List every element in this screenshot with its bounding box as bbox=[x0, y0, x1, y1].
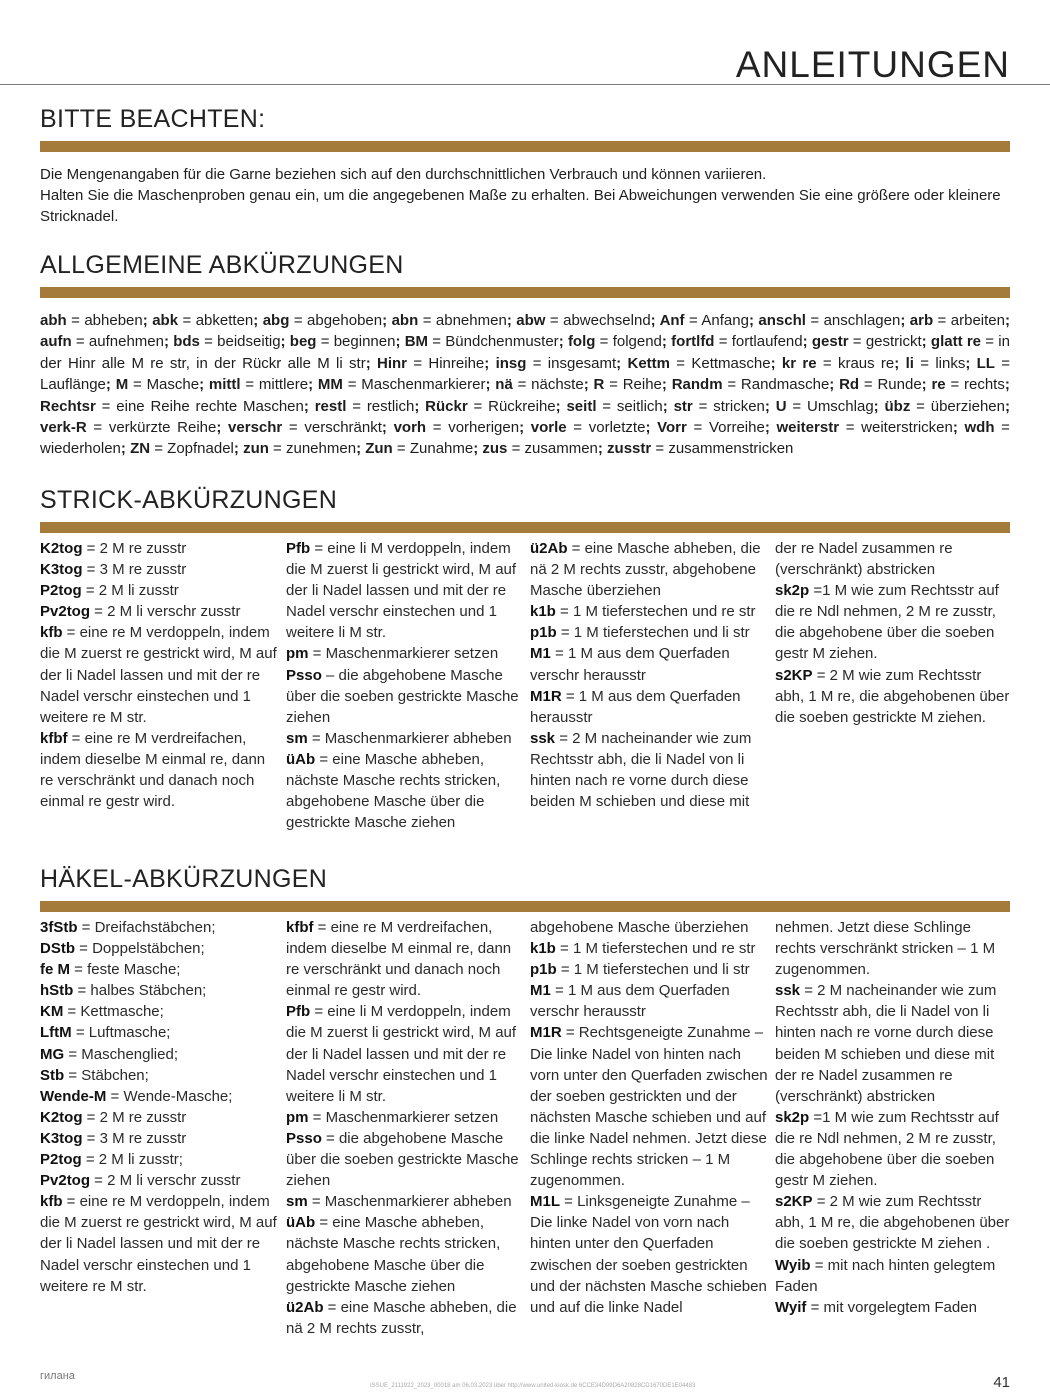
abbr-entry bbox=[530, 917, 768, 938]
abbr-entry bbox=[775, 1191, 1013, 1254]
abbr-definition: Randmasche bbox=[740, 376, 830, 394]
abbr-definition: = Maschenmarkierer setzen bbox=[308, 1108, 499, 1126]
abbr-definition: Anfang bbox=[701, 312, 749, 329]
abbr-entry bbox=[40, 728, 278, 812]
abbr-term: vorle bbox=[530, 419, 567, 437]
abbr-definition: abgehobene Masche überziehen bbox=[530, 919, 749, 936]
abbr-definition: Bündchenmuster bbox=[445, 333, 559, 351]
page-header bbox=[0, 40, 1050, 85]
abbr-term: abg bbox=[262, 312, 290, 329]
abbr-definition: mittlere bbox=[258, 376, 309, 394]
abbr-definition: = 2 M nacheinander wie zum Rechtsstr abh, die li Nadel von li hinten nach re vorne durch diese beiden M schieben und diese mit bbox=[530, 729, 752, 811]
abbr-definition: Kettmasche bbox=[691, 354, 771, 372]
abbr-definition: Vorreihe bbox=[708, 419, 765, 437]
abbr-term: ssk bbox=[530, 729, 556, 747]
abbr-entry bbox=[40, 1022, 278, 1043]
abbr-term: str bbox=[673, 397, 693, 415]
abbr-term: bds bbox=[173, 333, 200, 351]
abbr-entry bbox=[286, 1191, 524, 1212]
abbr-definition: in der Hinr alle M re str, in der Rückr alle M li str bbox=[40, 333, 1010, 372]
note-line: Die Mengenangaben für die Garne beziehen sich auf den durchschnittlichen Verbrauch und können variieren. bbox=[40, 166, 767, 183]
abbr-term: nä bbox=[495, 376, 513, 394]
knit-abbreviation-columns bbox=[40, 538, 1010, 838]
abbr-term: zusstr bbox=[607, 440, 652, 458]
abbr-term: Anf bbox=[659, 312, 685, 329]
abbr-entry bbox=[286, 917, 524, 1001]
abbr-definition: fortlaufend bbox=[731, 333, 803, 351]
abbr-definition: = Maschenglied; bbox=[64, 1045, 178, 1063]
abbr-definition: nehmen. Jetzt diese Schlinge rechts verschränkt stricken – 1 M zugenommen. bbox=[775, 919, 996, 979]
abbr-term: ü2Ab bbox=[286, 1298, 324, 1316]
abbr-entry bbox=[40, 1128, 278, 1149]
abbr-column bbox=[40, 917, 278, 1297]
abbr-entry bbox=[530, 728, 768, 812]
abbr-definition: – die abgehobene Masche über die soeben gestrickte Masche ziehen bbox=[286, 666, 519, 726]
abbr-definition: eine Reihe rechte Maschen bbox=[116, 397, 304, 415]
abbr-definition: = 1 M tieferstechen und re str bbox=[555, 940, 756, 958]
general-heading: ALLGEMEINE ABKÜRZUNGEN bbox=[40, 251, 404, 279]
abbr-term: mittl bbox=[208, 376, 241, 394]
abbr-term: M1 bbox=[530, 982, 551, 1000]
abbr-entry bbox=[40, 622, 278, 727]
general-abbreviations-text: abh = abheben; abk = abketten; abg = abgehoben; abn = abnehmen; abw = abwechselnd; Anf = Anfang; anschl = anschlagen; arb = arbeiten; aufn = aufnehmen; bds = beidseitig; beg = beginnen; BM = Bündchenmuster; folg = folgend; fortlfd = fortlaufend; gestr = gestrickt; glatt re = in der Hinr alle M re str, in der Rückr alle M li str; Hinr = Hinreihe; insg = insgesamt; Kettm = Kettmasche; kr re = kraus re; li = links; LL = Lauflänge; M = Masche; mittl = mittlere; MM = Maschenmarkierer; nä = nächste; R = Reihe; Randm = Randmasche; Rd = Runde; re = rechts; Rechtsr = eine Reihe rechte Maschen; restl = restlich; Rückr = Rückreihe; seitl = seitlich; str = stricken; U = Umschlag; übz = überziehen; verk-R = verkürzte Reihe; verschr = verschränkt; vorh = vorherigen; vorle = vorletzte; Vorr = Vorreihe; weiterstr = weiterstricken; wdh = wiederholen; ZN = Zopfnadel; zun = zunehmen; Zun = Zunahme; zus = zusammen; zusstr = zusammenstricken bbox=[40, 312, 1011, 458]
abbr-term: s2KP bbox=[775, 1193, 813, 1211]
abbr-term: K2tog bbox=[40, 1108, 83, 1126]
abbr-definition: = Wende-Masche; bbox=[106, 1087, 233, 1105]
abbr-term: U bbox=[775, 397, 787, 415]
footer-issue-stamp: ISSUE_2111922_2023_00018 am 06.03.2023 über http://www.united-kiosk.de 6CCE34D99D6A20828CD1670DE1E04483 bbox=[370, 1383, 696, 1389]
abbr-term: hStb bbox=[40, 982, 74, 1000]
abbr-term: s2KP bbox=[775, 666, 813, 684]
abbr-definition: weiterstricken bbox=[861, 419, 953, 437]
abbr-definition: Reihe bbox=[622, 376, 662, 394]
abbr-entry bbox=[40, 1191, 278, 1296]
abbr-entry bbox=[286, 643, 524, 664]
abbr-definition: = die abgehobene Masche über die soeben gestrickte Masche ziehen bbox=[286, 1129, 519, 1190]
abbr-term: 3fStb bbox=[40, 919, 78, 936]
abbr-entry bbox=[40, 559, 278, 580]
abbr-term: K3tog bbox=[40, 561, 83, 579]
abbr-definition: abketten bbox=[195, 312, 254, 329]
abbr-entry bbox=[40, 1065, 278, 1086]
abbr-term: Psso bbox=[286, 1129, 322, 1147]
abbr-definition: = Maschenmarkierer abheben bbox=[307, 729, 512, 747]
abbr-definition: = Luftmasche; bbox=[71, 1024, 171, 1042]
page-number: 41 bbox=[993, 1374, 1010, 1391]
abbr-entry bbox=[775, 665, 1013, 728]
abbr-definition: verschränkt bbox=[304, 419, 382, 437]
abbr-column bbox=[530, 917, 768, 1318]
abbr-entry bbox=[40, 938, 278, 959]
abbr-definition: = 2 M wie zum Rechtsstr abh, 1 M re, die abgehobenen über die soeben gestrickte M ziehen . bbox=[775, 1193, 1010, 1253]
abbr-term: wdh bbox=[964, 419, 995, 437]
crochet-section bbox=[40, 864, 1010, 912]
abbr-definition: = 2 M li zusstr; bbox=[81, 1151, 183, 1169]
abbr-term: Pv2tog bbox=[40, 1172, 91, 1190]
abbr-definition: anschlagen bbox=[823, 312, 901, 329]
abbr-definition: = Doppelstäbchen; bbox=[75, 940, 205, 958]
abbr-definition: überziehen bbox=[930, 397, 1005, 415]
abbr-definition: vorherigen bbox=[448, 419, 520, 437]
abbr-definition: = eine Masche abheben, nächste Masche rechts stricken, abgehobene Masche über die gestrickte Masche ziehen bbox=[286, 1214, 501, 1295]
abbr-term: k1b bbox=[530, 603, 556, 621]
abbr-definition: = 1 M aus dem Querfaden verschr herausstr bbox=[530, 982, 730, 1021]
abbr-term: P2tog bbox=[40, 1151, 82, 1169]
abbr-term: kr re bbox=[781, 354, 817, 372]
abbr-definition: = eine Masche abheben, die nä 2 M rechts zusstr, abgehobene Masche überziehen bbox=[530, 540, 761, 600]
abbr-entry bbox=[530, 643, 768, 685]
abbr-term: p1b bbox=[530, 624, 557, 642]
abbr-definition: = Maschenmarkierer setzen bbox=[308, 645, 499, 663]
abbr-term: Rechtsr bbox=[40, 397, 96, 415]
abbr-term: übz bbox=[884, 397, 911, 415]
abbr-term: Pfb bbox=[286, 540, 311, 557]
crochet-abbreviation-columns bbox=[40, 917, 1010, 1357]
abbr-definition: =1 M wie zum Rechtsstr auf die re Ndl nehmen, 2 M re zusstr, die abgehobene über die soeben gestr M ziehen. bbox=[775, 582, 999, 663]
footer-watermark-left: гилана bbox=[40, 1370, 75, 1382]
abbr-definition: = 1 M aus dem Querfaden herausstr bbox=[530, 687, 741, 726]
abbr-definition: Zunahme bbox=[409, 440, 474, 458]
abbr-column bbox=[286, 917, 524, 1339]
abbr-term: KM bbox=[40, 1003, 64, 1021]
abbr-definition: =1 M wie zum Rechtsstr auf die re Ndl nehmen, 2 M re zusstr, die abgehobene über die soeben gestr M ziehen. bbox=[775, 1108, 999, 1190]
abbr-term: Randm bbox=[671, 376, 723, 394]
abbr-term: verschr bbox=[228, 419, 283, 437]
abbr-term: abn bbox=[391, 312, 419, 329]
accent-bar bbox=[40, 522, 1010, 533]
abbr-term: fe M bbox=[40, 961, 70, 979]
crochet-heading: HÄKEL-ABKÜRZUNGEN bbox=[40, 865, 328, 893]
abbr-term: Stb bbox=[40, 1066, 65, 1084]
abbr-definition: abgehoben bbox=[307, 312, 383, 329]
abbr-entry bbox=[530, 980, 768, 1022]
abbr-definition: = eine re M verdoppeln, indem die M zuerst re gestrickt wird, M auf der li Nadel lassen und mit der re Nadel verschr einstechen und 1 weitere re M str. bbox=[40, 1193, 277, 1295]
abbr-definition: insgesamt bbox=[547, 354, 617, 372]
abbr-term: Rd bbox=[839, 376, 860, 394]
abbr-entry bbox=[286, 728, 524, 749]
abbr-definition: = 1 M aus dem Querfaden verschr herausstr bbox=[530, 645, 730, 684]
abbr-definition: = eine li M verdoppeln, indem die M zuerst li gestrickt wird, M auf der li Nadel lassen und mit der re Nadel verschr einstechen und 1 weitere li M str. bbox=[286, 1003, 517, 1105]
abbr-definition: = 2 M li verschr zusstr bbox=[90, 1172, 241, 1190]
abbr-term: Wende-M bbox=[40, 1087, 107, 1105]
abbr-term: LftM bbox=[40, 1024, 72, 1042]
abbr-term: Psso bbox=[286, 666, 322, 684]
abbr-term: sm bbox=[286, 1193, 308, 1211]
abbr-entry bbox=[286, 1001, 524, 1106]
abbr-term: kfbf bbox=[286, 919, 314, 936]
abbr-definition: = 2 M wie zum Rechtsstr abh, 1 M re, die abgehobenen über die soeben gestrickte M ziehen. bbox=[775, 666, 1010, 726]
abbr-entry bbox=[530, 938, 768, 959]
abbr-definition: = 2 M nacheinander wie zum Rechtsstr abh, die li Nadel von li hinten nach re vorne durch diese beiden M schieben und diese mit der re Nadel zusammen re (verschränkt) abstricken bbox=[775, 982, 997, 1105]
abbr-term: Hinr bbox=[377, 354, 408, 372]
abbr-definition: = 2 M li verschr zusstr bbox=[90, 603, 241, 621]
abbr-definition: arbeiten bbox=[950, 312, 1005, 329]
abbr-term: Pv2tog bbox=[40, 603, 91, 621]
abbr-term: vorh bbox=[393, 419, 427, 437]
abbr-definition: = eine re M verdreifachen, indem dieselbe M einmal re, dann re verschränkt und danach noch einmal re gestr wird. bbox=[286, 919, 512, 1000]
abbr-entry bbox=[40, 580, 278, 601]
abbr-entry bbox=[530, 1022, 768, 1191]
abbr-term: MG bbox=[40, 1045, 65, 1063]
abbr-entry bbox=[40, 1086, 278, 1107]
abbr-definition: stricken bbox=[713, 397, 765, 415]
abbr-definition: Hinreihe bbox=[428, 354, 485, 372]
abbr-definition: = halbes Stäbchen; bbox=[73, 982, 207, 1000]
abbr-entry bbox=[530, 538, 768, 601]
abbr-definition: = mit vorgelegtem Faden bbox=[806, 1298, 977, 1316]
abbr-definition: Maschenmarkierer bbox=[361, 376, 486, 394]
abbr-entry bbox=[286, 1297, 524, 1339]
abbr-term: insg bbox=[495, 354, 527, 372]
abbr-term: sk2p bbox=[775, 1108, 810, 1126]
abbr-term: abw bbox=[516, 312, 546, 329]
abbr-definition: zusammen bbox=[524, 440, 598, 458]
abbr-definition: = 2 M re zusstr bbox=[82, 1108, 187, 1126]
abbr-term: k1b bbox=[530, 940, 556, 958]
abbr-column bbox=[530, 538, 768, 812]
abbr-term: Kettm bbox=[627, 354, 670, 372]
abbr-definition: = 1 M tieferstechen und re str bbox=[555, 603, 756, 621]
abbr-term: kfbf bbox=[40, 729, 68, 747]
abbr-entry bbox=[775, 580, 1013, 664]
abbr-column bbox=[775, 917, 1013, 1318]
abbr-term: kfb bbox=[40, 1193, 63, 1211]
abbr-term: DStb bbox=[40, 940, 75, 958]
abbr-entry bbox=[40, 917, 278, 938]
abbr-definition: = Stäbchen; bbox=[64, 1066, 149, 1084]
abbr-term: sk2p bbox=[775, 582, 810, 600]
abbr-definition: beidseitig bbox=[217, 333, 281, 351]
abbr-term: sm bbox=[286, 729, 308, 747]
abbr-entry bbox=[40, 1170, 278, 1191]
abbr-term: anschl bbox=[758, 312, 806, 329]
abbr-definition: Lauflänge bbox=[40, 376, 106, 394]
abbr-term: seitl bbox=[566, 397, 597, 415]
abbr-entry bbox=[40, 601, 278, 622]
abbr-term: abh bbox=[40, 312, 67, 329]
abbr-definition: zunehmen bbox=[286, 440, 357, 458]
abbr-entry bbox=[286, 1107, 524, 1128]
abbr-term: Pfb bbox=[286, 1003, 311, 1021]
abbr-definition: gestrickt bbox=[865, 333, 922, 351]
abbr-term: ZN bbox=[130, 440, 151, 458]
abbr-definition: abnehmen bbox=[435, 312, 507, 329]
abbr-term: li bbox=[905, 354, 914, 372]
abbr-entry bbox=[40, 1044, 278, 1065]
abbr-entry bbox=[40, 980, 278, 1001]
abbr-definition: vorletzte bbox=[588, 419, 646, 437]
abbr-term: R bbox=[593, 376, 605, 394]
abbr-entry bbox=[775, 1255, 1013, 1297]
abbr-definition: folgend bbox=[612, 333, 662, 351]
abbr-definition: = eine re M verdoppeln, indem die M zuerst re gestrickt wird, M auf der li Nadel lassen und mit der re Nadel verschr einstechen und 1 weitere re M str. bbox=[40, 624, 277, 726]
abbr-term: LL bbox=[976, 354, 995, 372]
abbr-definition: abheben bbox=[84, 312, 143, 329]
abbr-term: MM bbox=[317, 376, 343, 394]
abbr-definition: Zopfnadel bbox=[167, 440, 234, 458]
abbr-entry bbox=[40, 959, 278, 980]
abbr-definition: verkürzte Reihe bbox=[108, 419, 217, 437]
abbr-entry bbox=[40, 538, 278, 559]
note-line: Halten Sie die Maschenproben genau ein, um die angegebenen Maße zu erhalten. Bei Abweichungen verwenden Sie eine größere oder kleinere Stricknadel. bbox=[40, 187, 1001, 225]
abbr-term: ssk bbox=[775, 982, 801, 1000]
abbr-definition: = eine re M verdreifachen, indem dieselbe M einmal re, dann re verschränkt und danach noch einmal re gestr wird. bbox=[40, 729, 266, 811]
abbr-definition: = Dreifachstäbchen; bbox=[77, 919, 216, 936]
abbr-definition: = 3 M re zusstr bbox=[82, 1129, 187, 1147]
abbr-entry bbox=[530, 959, 768, 980]
abbr-definition: zusammenstricken bbox=[668, 440, 794, 458]
abbr-term: ü2Ab bbox=[530, 540, 568, 557]
abbr-definition: = Maschenmarkierer abheben bbox=[307, 1193, 512, 1211]
abbr-definition: = 2 M li zusstr bbox=[81, 582, 179, 600]
abbr-term: Rückr bbox=[425, 397, 468, 415]
abbr-entry bbox=[40, 1149, 278, 1170]
abbr-entry bbox=[286, 1212, 524, 1296]
abbr-definition: restlich bbox=[366, 397, 415, 415]
abbr-term: verk-R bbox=[40, 419, 87, 437]
abbr-definition: = Rechtsgeneigte Zunahme – Die linke Nadel von hinten nach vorn unter den Querfaden zwischen der soeben gestrickten und der nächsten Masche schieben und auf die linke Nadel nehmen. Jetzt diese Schlinge rechts stricken – 1 M zugenommen. bbox=[530, 1024, 768, 1190]
abbr-term: M1R bbox=[530, 1024, 562, 1042]
abbr-entry bbox=[530, 1191, 768, 1318]
abbr-column bbox=[775, 538, 1013, 728]
abbr-term: arb bbox=[909, 312, 934, 329]
abbr-term: üAb bbox=[286, 1214, 316, 1232]
abbr-term: K3tog bbox=[40, 1129, 83, 1147]
abbr-term: restl bbox=[314, 397, 347, 415]
abbr-definition: = Kettmasche; bbox=[63, 1003, 164, 1021]
abbr-term: beg bbox=[289, 333, 317, 351]
accent-bar bbox=[40, 141, 1010, 152]
abbr-definition: = mit nach hinten gelegtem Faden bbox=[775, 1256, 996, 1295]
accent-bar bbox=[40, 287, 1010, 298]
abbr-entry bbox=[530, 686, 768, 728]
abbr-column bbox=[40, 538, 278, 812]
abbr-term: gestr bbox=[811, 333, 849, 351]
abbr-term: glatt re bbox=[930, 333, 982, 351]
abbr-definition: wiederholen bbox=[40, 440, 121, 458]
abbr-term: abk bbox=[152, 312, 179, 329]
abbr-term: re bbox=[931, 376, 946, 394]
abbr-definition: nächste bbox=[531, 376, 584, 394]
abbr-entry bbox=[775, 980, 1013, 1107]
abbr-term: Wyib bbox=[775, 1256, 811, 1274]
abbr-column bbox=[286, 538, 524, 833]
abbr-definition: links bbox=[935, 354, 966, 372]
abbr-entry bbox=[40, 1001, 278, 1022]
abbr-term: kfb bbox=[40, 624, 63, 642]
note-section bbox=[40, 104, 1010, 227]
abbr-entry bbox=[286, 1128, 524, 1191]
abbr-definition: = 2 M re zusstr bbox=[82, 540, 187, 557]
abbr-term: zus bbox=[482, 440, 508, 458]
abbr-definition: = 3 M re zusstr bbox=[82, 561, 187, 579]
abbr-definition: Umschlag bbox=[806, 397, 874, 415]
abbr-entry bbox=[775, 917, 1013, 980]
abbr-entry bbox=[775, 1297, 1013, 1318]
abbr-entry bbox=[286, 538, 524, 643]
abbr-definition: abwechselnd bbox=[563, 312, 651, 329]
accent-bar bbox=[40, 901, 1010, 912]
abbr-definition: = feste Masche; bbox=[70, 961, 181, 979]
note-heading: BITTE BEACHTEN: bbox=[40, 105, 266, 133]
abbr-term: P2tog bbox=[40, 582, 82, 600]
abbr-entry bbox=[530, 601, 768, 622]
abbr-term: üAb bbox=[286, 750, 316, 768]
abbr-entry bbox=[530, 622, 768, 643]
general-section bbox=[40, 250, 1010, 460]
abbr-entry bbox=[775, 1107, 1013, 1191]
abbr-term: pm bbox=[286, 645, 309, 663]
abbr-term: K2tog bbox=[40, 540, 83, 557]
abbr-term: BM bbox=[404, 333, 429, 351]
abbr-definition: kraus re bbox=[837, 354, 895, 372]
abbr-term: fortlfd bbox=[671, 333, 715, 351]
abbr-definition: = 1 M tieferstechen und li str bbox=[556, 624, 750, 642]
abbr-definition: Masche bbox=[146, 376, 200, 394]
abbr-term: Wyif bbox=[775, 1298, 807, 1316]
abbr-term: M1L bbox=[530, 1193, 560, 1211]
abbr-term: Vorr bbox=[657, 419, 687, 437]
abbr-term: folg bbox=[567, 333, 596, 351]
abbr-term: M bbox=[115, 376, 129, 394]
abbr-definition: seitlich bbox=[616, 397, 663, 415]
abbr-term: p1b bbox=[530, 961, 557, 979]
abbr-entry bbox=[286, 665, 524, 728]
abbr-term: aufn bbox=[40, 333, 72, 351]
abbr-definition: Rückreihe bbox=[488, 397, 556, 415]
abbr-definition: der re Nadel zusammen re (verschränkt) abstricken bbox=[775, 540, 953, 579]
knit-section bbox=[40, 485, 1010, 533]
abbr-term: M1 bbox=[530, 645, 551, 663]
knit-heading: STRICK-ABKÜRZUNGEN bbox=[40, 486, 338, 514]
abbr-entry bbox=[775, 538, 1013, 580]
abbr-term: M1R bbox=[530, 687, 562, 705]
abbr-definition: rechts bbox=[964, 376, 1005, 394]
abbr-definition: = 1 M tieferstechen und li str bbox=[556, 961, 750, 979]
abbr-term: pm bbox=[286, 1108, 309, 1126]
abbr-definition: aufnehmen bbox=[88, 333, 164, 351]
abbr-definition: Runde bbox=[877, 376, 922, 394]
abbr-definition: = eine Masche abheben, nächste Masche rechts stricken, abgehobene Masche über die gestrickte Masche ziehen bbox=[286, 750, 501, 832]
page-title: ANLEITUNGEN bbox=[735, 44, 1010, 85]
abbr-entry bbox=[286, 749, 524, 833]
abbr-entry bbox=[40, 1107, 278, 1128]
abbr-term: weiterstr bbox=[776, 419, 840, 437]
abbr-definition: = eine Masche abheben, die nä 2 M rechts zusstr, bbox=[286, 1298, 517, 1337]
abbr-definition: beginnen bbox=[333, 333, 396, 351]
abbr-term: zun bbox=[243, 440, 269, 458]
abbr-term: Zun bbox=[365, 440, 393, 458]
abbr-definition: = Linksgeneigte Zunahme – Die linke Nadel von vorn nach hinten unter den Querfaden zwischen der soeben gestrickten und der nächsten Masche schieben und auf die linke Nadel bbox=[530, 1193, 767, 1316]
abbr-definition: = eine li M verdoppeln, indem die M zuerst li gestrickt wird, M auf der li Nadel lassen und mit der re Nadel verschr einstechen und 1 weitere li M str. bbox=[286, 540, 517, 642]
